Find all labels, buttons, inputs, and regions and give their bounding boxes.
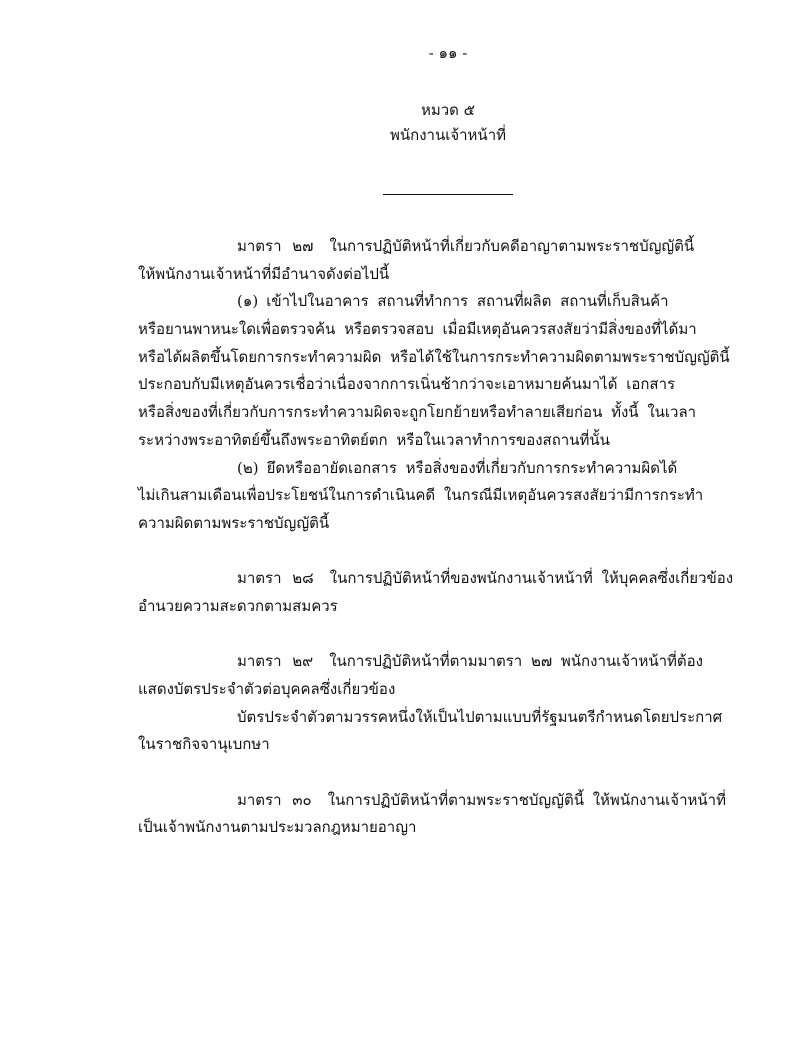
paragraph-text-line: หรือได้ผลิตขึ้นโดยการกระทำความผิด หรือได้ใช้ในการกระทำความผิดตามพระราชบัญญัตินี้ (138, 347, 730, 366)
section-30 (138, 787, 758, 842)
section-text-line: อำนวยความสะดวกตามสมควร (138, 596, 338, 615)
chapter-subtitle: พนักงานเจ้าหน้าที่ (389, 126, 506, 144)
paragraph-first-line (138, 455, 758, 483)
section-text: ในการปฏิบัติหน้าที่เกี่ยวกับคดีอาญาตามพระราชบัญญัตินี้ (329, 237, 695, 255)
paragraph-text-line: ระหว่างพระอาทิตย์ขึ้นถึงพระอาทิตย์ตก หรือในเวลาทำการของสถานที่นั้น (138, 430, 610, 449)
paragraph-text: เข้าไปในอาคาร สถานที่ทำการ สถานที่ผลิต สถานที่เก็บสินค้า (266, 292, 669, 311)
page-number: - ๑๑ - (428, 44, 468, 62)
paragraph-text-line: ความผิดตามพระราชบัญญัตินี้ (138, 513, 330, 532)
section-text: ในการปฏิบัติหน้าที่ของพนักงานเจ้าหน้าที่ ให้บุคคลซึ่งเกี่ยวข้อง (329, 569, 734, 588)
section-label: มาตรา ๒๘ (237, 569, 314, 588)
section-first-line (138, 648, 758, 676)
section-label: มาตรา ๒๙ (237, 652, 314, 671)
paragraph-text-line: ในราชกิจจานุเบกษา (138, 735, 270, 754)
section-first-line (138, 787, 758, 815)
section-29 (138, 648, 758, 759)
paragraph-text-line: ไม่เกินสามเดือนเพื่อประโยชน์ในการดำเนินคดี ในกรณีมีเหตุอันควรสงสัยว่ามีการกระทำ (138, 486, 704, 505)
section-first-line (138, 233, 758, 261)
paragraph-text-line: ประกอบกับมีเหตุอันควรเชื่อว่าเนื่องจากการเนิ่นช้ากว่าจะเอาหมายค้นมาได้ เอกสาร (138, 375, 676, 394)
section-text: ในการปฏิบัติหน้าที่ตามมาตรา ๒๗ พนักงานเจ้าหน้าที่ต้อง (329, 652, 704, 671)
divider-rule (383, 194, 513, 195)
paragraph-marker: (๑) (237, 292, 259, 311)
section-28 (138, 565, 758, 620)
section-label: มาตรา ๒๗ (237, 237, 314, 255)
section-27 (138, 233, 758, 538)
section-text-line: ให้พนักงานเจ้าหน้าที่มีอำนาจดังต่อไปนี้ (138, 264, 390, 283)
section-first-line (138, 565, 758, 593)
section-text-line: แสดงบัตรประจำตัวต่อบุคคลซึ่งเกี่ยวข้อง (138, 680, 396, 698)
paragraph-text: ยึดหรืออายัดเอกสาร หรือสิ่งของที่เกี่ยวกับการกระทำความผิดได้ (266, 458, 678, 477)
chapter-title: หมวด ๕ (420, 101, 476, 119)
section-text-line: เป็นเจ้าพนักงานตามประมวลกฎหมายอาญา (138, 818, 417, 837)
section-text: ในการปฏิบัติหน้าที่ตามพระราชบัญญัตินี้ ให้พนักงานเจ้าหน้าที่ (327, 790, 726, 809)
paragraph-first-line (138, 288, 758, 316)
paragraph-marker: (๒) (237, 458, 259, 477)
section-label: มาตรา ๓๐ (237, 790, 312, 809)
paragraph-first-line: บัตรประจำตัวตามวรรคหนึ่งให้เป็นไปตามแบบที่รัฐมนตรีกำหนดโดยประกาศ (237, 707, 723, 726)
paragraph-text-line: หรือสิ่งของที่เกี่ยวกับการกระทำความผิดจะถูกโยกย้ายหรือทำลายเสียก่อน ทั้งนี้ ในเวลา (138, 403, 697, 422)
paragraph-text-line: หรือยานพาหนะใดเพื่อตรวจค้น หรือตรวจสอบ เมื่อมีเหตุอันควรสงสัยว่ามีสิ่งของที่ได้มา (138, 320, 697, 339)
document-body (138, 233, 758, 842)
